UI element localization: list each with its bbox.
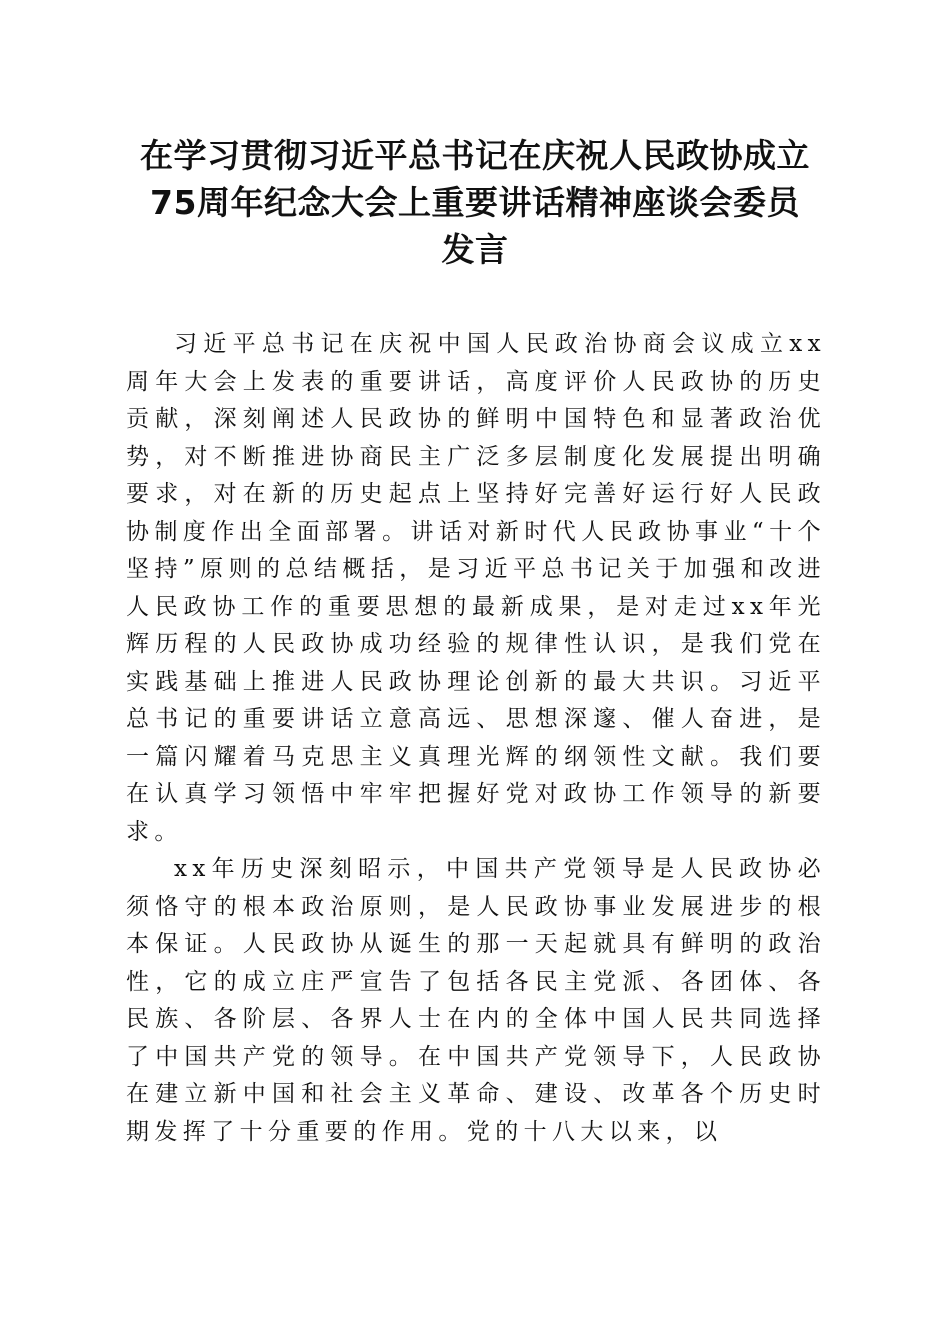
document-body [126, 326, 826, 1151]
body-paragraph-1: 习近平总书记在庆祝中国人民政治协商会议成立xx周年大会上发表的重要讲话，高度评价人民政协的历史贡献，深刻阐述人民政协的鲜明中国特色和显著政治优势，对不断推进协商民主广泛多层制度化发展提出明确要求，对在新的历史起点上坚持好完善好运行好人民政协制度作出全面部署。讲话对新时代人民政协事业“十个坚持”原则的总结概括，是习近平总书记关于加强和改进人民政协工作的重要思想的最新成果，是对走过xx年光辉历程的人民政协成功经验的规律性认识，是我们党在实践基础上推进人民政协理论创新的最大共识。习近平总书记的重要讲话立意高远、思想深邃、催人奋进，是一篇闪耀着马克思主义真理光辉的纲领性文献。我们要在认真学习领悟中牢牢把握好党对政协工作领导的新要求。 [126, 331, 826, 845]
body-paragraph-2: xx年历史深刻昭示，中国共产党领导是人民政协必须恪守的根本政治原则，是人民政协事业发展进步的根本保证。人民政协从诞生的那一天起就具有鲜明的政治性，它的成立庄严宣告了包括各民主党派、各团体、各民族、各阶层、各界人士在内的全体中国人民共同选择了中国共产党的领导。在中国共产党领导下，人民政协在建立新中国和社会主义革命、建设、改革各个历史时期发挥了十分重要的作用。党的十八大以来，以 [126, 856, 826, 1145]
title-line-3: 发言 [441, 230, 509, 269]
title-line-2: 75周年纪念大会上重要讲话精神座谈会委员 [150, 183, 800, 222]
document-title [110, 132, 840, 273]
title-line-1: 在学习贯彻习近平总书记在庆祝人民政协成立 [140, 136, 810, 175]
